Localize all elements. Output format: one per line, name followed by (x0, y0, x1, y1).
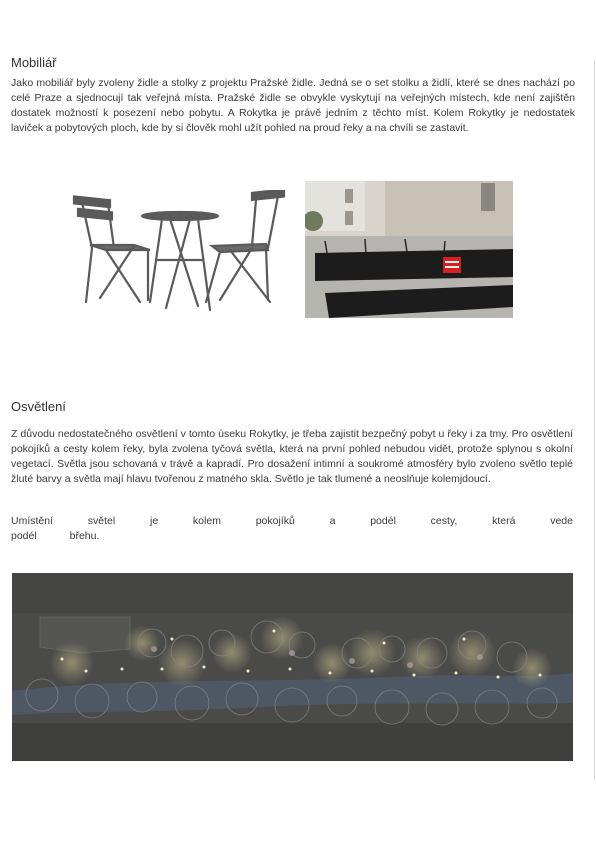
lighting-plan-image (12, 573, 573, 761)
chair-set-image (70, 190, 290, 320)
section-heading-osvetleni: Osvětlení (11, 399, 66, 414)
osvetleni-placement-paragraph: Umístění světel je kolem pokojíků a podél cesty, která vede podél břehu. (11, 515, 573, 542)
prague-chairs-photo (305, 181, 513, 318)
mobiliar-paragraph: Jako mobiliář byly zvoleny židle a stolky z projektu Pražské židle. Jedná se o set stolku a židlí, které se dnes nachází po celé Praze a sjednocují tak veřejná místa. Pražské židle se obvykle vyskytují na veřejných místech, kde není zajištěn dostatek možností k posezení nebo pobytu. A Rokytka je právě jedním z těchto míst. Kolem Rokytky je nedostatek laviček a pobytových ploch, kde by si člověk mohl užít pohled na proud řeky a na chvíli se zastavit. (11, 77, 575, 134)
page-edge-divider (594, 60, 595, 780)
osvetleni-paragraph: Z důvodu nedostatečného osvětlení v tomto úseku Rokytky, je třeba zajistit bezpečný pobyt u řeky i za tmy. Pro osvětlení pokojíků a cesty kolem řeky, byla zvolena tyčová světla, která na první pohled nebudou vidět, protože splynou s okolní vegetací. Světla jsou schovaná v trávě a kapradí. Pro dosažení intimní a soukromé atmosféry bylo zvoleno světlo teplé žluté barvy a světla mají hlavu tvořenou z matného skla. Světlo je tak tlumené a neoslňuje kolemjdoucí. (11, 428, 573, 485)
section-heading-mobiliar: Mobiliář (11, 55, 57, 70)
